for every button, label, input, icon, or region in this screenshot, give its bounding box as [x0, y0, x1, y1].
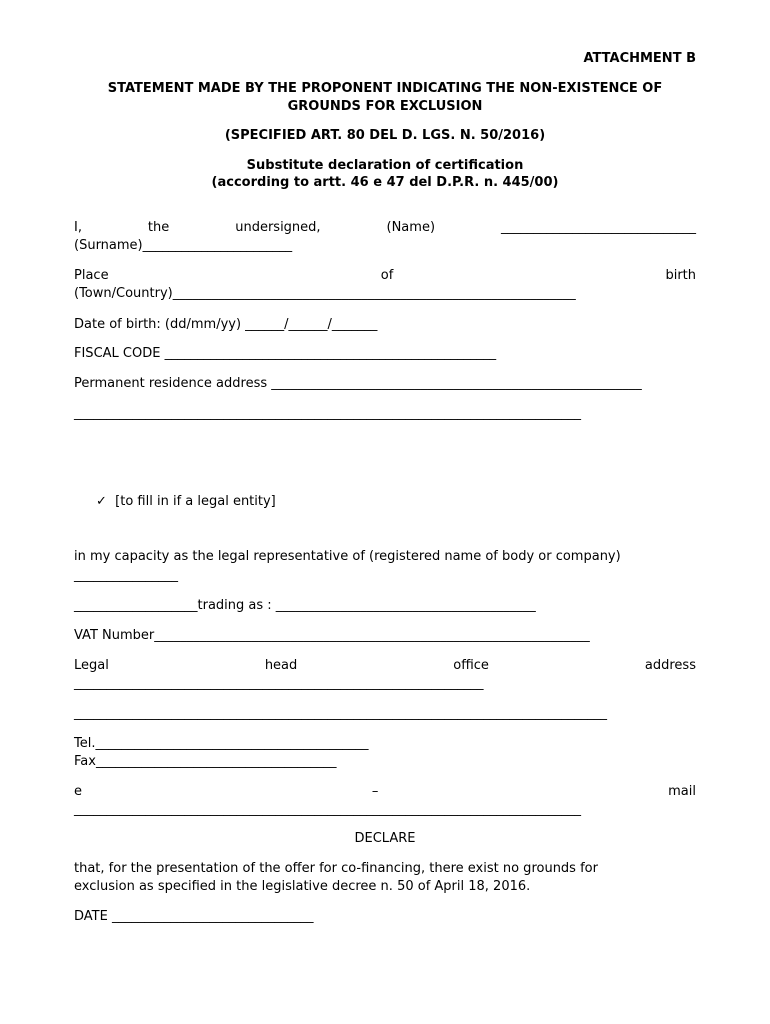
legal-word: Legal: [74, 658, 109, 673]
head-office-address-line2[interactable]: __________________________________________________________________________________: [74, 706, 607, 721]
name-label: (Name): [386, 220, 436, 235]
legal-representative-text: in my capacity as the legal representative of (registered name of body or company): [74, 549, 621, 564]
subtitle-line2: (according to artt. 46 e 47 del D.P.R. n. 445/00): [211, 175, 559, 190]
place-word: Place: [74, 268, 109, 283]
email-field[interactable]: ______________________________________________________________________________: [74, 802, 581, 817]
of-word: of: [380, 268, 394, 283]
place-of-birth-row: [74, 268, 696, 284]
legal-entity-note-text: [to fill in if a legal entity]: [115, 494, 276, 509]
undersigned-word: undersigned,: [235, 220, 321, 235]
name-field[interactable]: ______________________________: [500, 220, 696, 235]
date-field[interactable]: DATE _______________________________: [74, 909, 314, 924]
subtitle-line1: Substitute declaration of certification: [246, 158, 524, 173]
office-word: office: [453, 658, 489, 673]
company-name-field[interactable]: ________________: [74, 568, 178, 583]
residence-address-line2[interactable]: ______________________________________________________________________________: [74, 406, 581, 421]
document-title-line2: GROUNDS FOR EXCLUSION: [287, 99, 483, 114]
town-country-field[interactable]: (Town/Country)______________________________________________________________: [74, 286, 576, 301]
attachment-label: ATTACHMENT B: [583, 51, 696, 66]
declaration-text-line2: exclusion as specified in the legislative decree n. 50 of April 18, 2016.: [74, 879, 531, 894]
email-row: [74, 784, 696, 800]
e-word: e: [74, 784, 82, 799]
date-of-birth-field[interactable]: Date of birth: (dd/mm/yy) ______/______/_______: [74, 317, 378, 332]
legal-head-office-row: [74, 658, 696, 674]
mail-word: mail: [668, 784, 696, 799]
fax-field[interactable]: Fax_____________________________________: [74, 754, 337, 769]
trading-as-field[interactable]: ___________________trading as : ________________________________________: [74, 598, 536, 613]
specified-article: (SPECIFIED ART. 80 DEL D. LGS. N. 50/2016): [224, 128, 546, 143]
vat-number-field[interactable]: VAT Number___________________________________________________________________: [74, 628, 590, 643]
surname-field[interactable]: (Surname)_______________________: [74, 238, 293, 253]
dash-char: –: [371, 784, 379, 799]
residence-address-field[interactable]: Permanent residence address _________________________________________________________: [74, 376, 642, 391]
undersigned-row: [74, 220, 696, 236]
the-word: the: [147, 220, 170, 235]
address-word: address: [644, 658, 696, 673]
fiscal-code-field[interactable]: FISCAL CODE ___________________________________________________: [74, 346, 497, 361]
birth-word: birth: [665, 268, 696, 283]
tel-field[interactable]: Tel.__________________________________________: [74, 736, 369, 751]
head-word: head: [264, 658, 298, 673]
legal-entity-note: [96, 494, 718, 510]
head-office-address-field[interactable]: _______________________________________________________________: [74, 676, 484, 691]
i-word: I,: [74, 220, 82, 235]
declaration-text-line1: that, for the presentation of the offer for co-financing, there exist no grounds for: [74, 861, 598, 876]
document-title-line1: STATEMENT MADE BY THE PROPONENT INDICATING THE NON-EXISTENCE OF: [107, 81, 663, 96]
declare-heading: DECLARE: [354, 831, 416, 846]
checkmark-icon: ✓: [96, 494, 107, 509]
